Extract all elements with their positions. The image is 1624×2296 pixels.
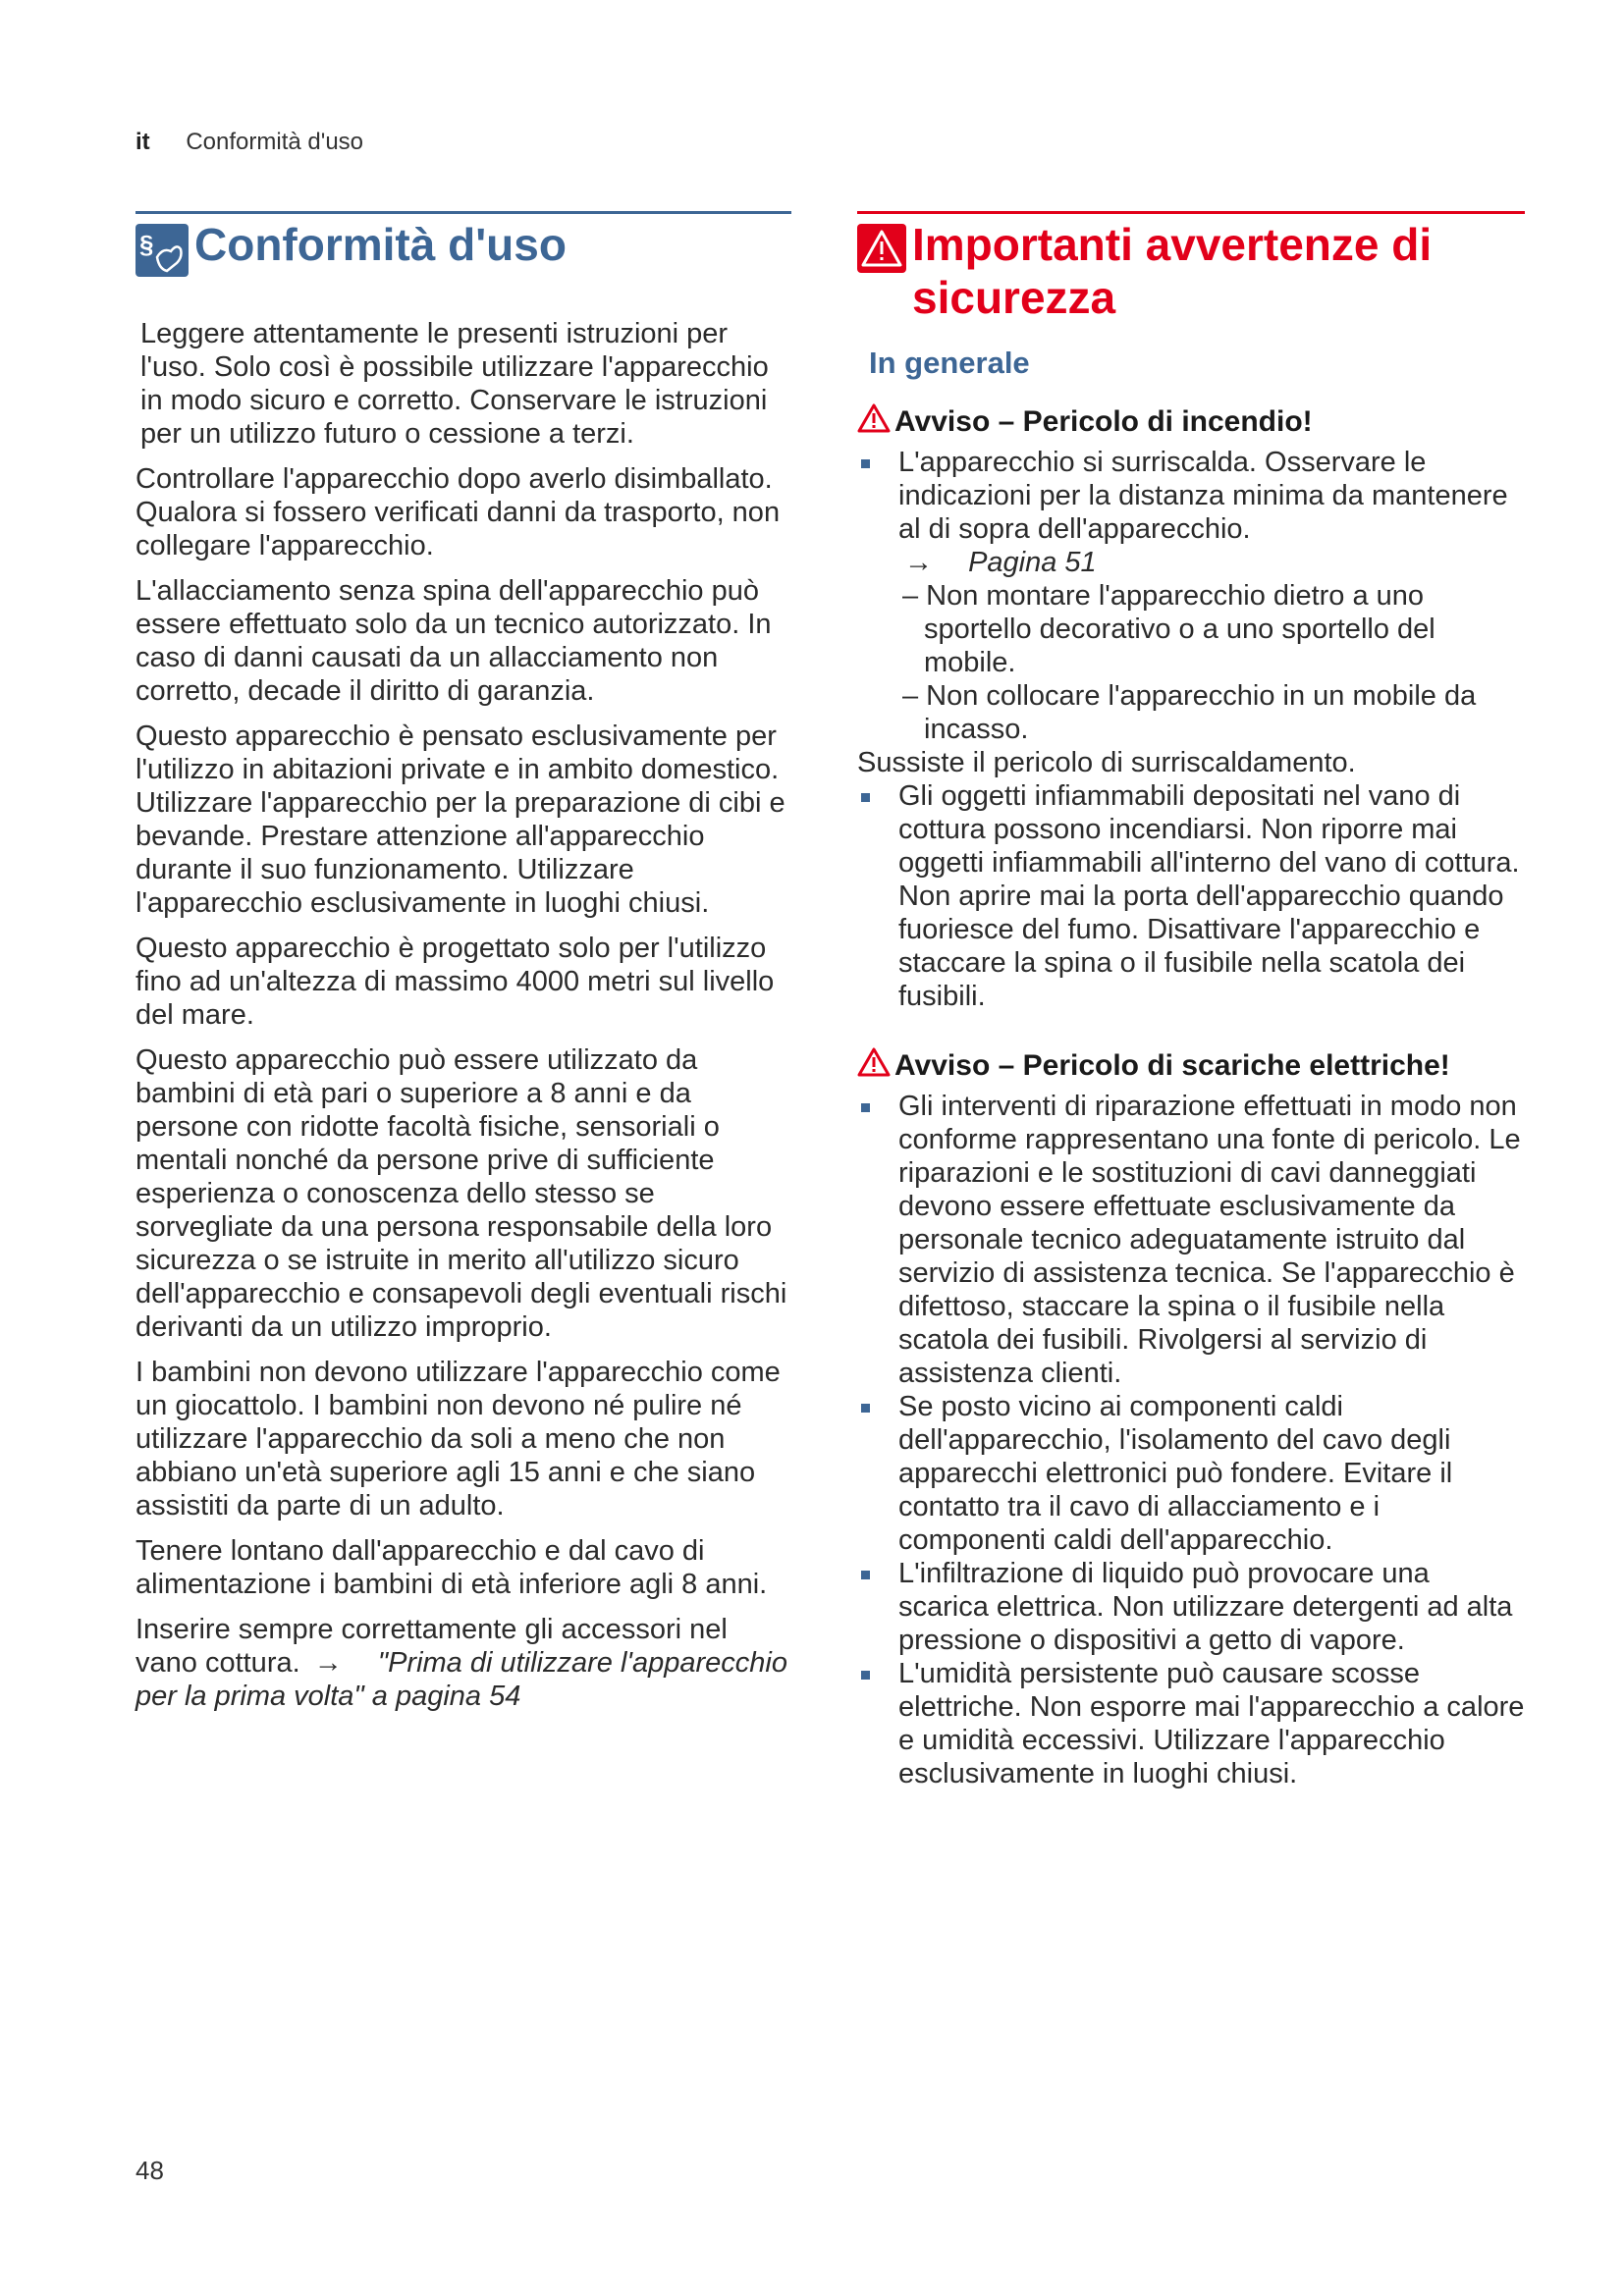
list-item <box>857 1557 1525 1657</box>
list-item-text: Gli interventi di riparazione effettuati in modo non conforme rappresentano una fonte di pericolo. Le riparazioni e le sostituzioni di cavi danneggiati devono essere effettuate esclusivamente da personale tecnico adeguatamente istruito dal servizio di assistenza tecnica. Se l'apparecchio è difettoso, staccare la spina o il fusibile nella scatola dei fusibili. Rivolgersi al servizio di assistenza clienti. <box>898 1091 1521 1389</box>
bullet-icon <box>861 1671 870 1680</box>
bullet-icon <box>861 1103 870 1112</box>
paragraph: Questo apparecchio è progettato solo per l'utilizzo fino ad un'altezza di massimo 4000 metri sul livello del mare. <box>135 933 775 1031</box>
svg-text:§: § <box>139 230 154 259</box>
bullet-icon <box>861 793 870 802</box>
section-rule <box>857 211 1525 214</box>
paragraph: L'allacciamento senza spina dell'apparecchio può essere effettuato solo da un tecnico autorizzato. In caso di danni causati da un allacciamento non corretto, decade il diritto di garanzia. <box>135 575 772 707</box>
conformity-icon <box>135 224 189 282</box>
warning-heading <box>857 1046 1525 1086</box>
paragraph: Questo apparecchio può essere utilizzato da bambini di età pari o superiore a 8 anni e da persone con ridotte facoltà fisiche, sensoriali o mentali nonché da persone prive di sufficiente esperienza o conoscenza dello stesso se sorvegliate da una persona responsabile della loro sicurezza o se istruite in merito all'utilizzo sicuro dell'apparecchio e consapevoli degli eventuali rischi derivanti da un utilizzo improprio. <box>135 1044 787 1343</box>
paragraph: I bambini non devono utilizzare l'apparecchio come un giocattolo. I bambini non devono né pulire né utilizzare l'apparecchio da soli a meno che non abbiano un'età superiore agli 15 anni e che siano assistiti da parte di un adulto. <box>135 1357 781 1522</box>
warning-list <box>857 779 1525 1013</box>
list-item-text: Se posto vicino ai componenti caldi dell'apparecchio, l'isolamento del cavo degli apparecchi elettronici può fondere. Evitare il contatto tra il cavo di allacciamento e i componenti caldi dell'apparecchio. <box>898 1391 1453 1556</box>
subheading: In generale <box>869 346 1030 380</box>
warning-heading <box>857 402 1525 442</box>
reference-line <box>857 546 1525 579</box>
dash-item: – Non collocare l'apparecchio in un mobile da incasso. <box>902 680 1477 745</box>
note-text: Sussiste il pericolo di surriscaldamento. <box>857 747 1356 778</box>
paragraph-with-reference <box>135 1613 791 1713</box>
paragraph: Controllare l'apparecchio dopo averlo disimballato. Qualora si fossero verificati danni da trasporto, non collegare l'apparecchio. <box>135 463 781 561</box>
list-item <box>857 1390 1525 1557</box>
warning-triangle-icon <box>857 402 891 442</box>
section-heading <box>135 218 791 282</box>
arrow-icon: → <box>904 547 933 578</box>
dash-item-text: Non collocare l'apparecchio in un mobile da incasso. <box>924 680 1477 745</box>
section-rule <box>135 211 791 214</box>
list-item-text: L'infiltrazione di liquido può provocare una scarica elettrica. Non utilizzare detergenti ad alta pressione o dispositivi a getto di vapore. <box>898 1558 1513 1656</box>
warning-list <box>857 446 1525 546</box>
list-item-text: L'apparecchio si surriscalda. Osservare le indicazioni per la distanza minima da mantenere al di sopra dell'apparecchio. <box>898 447 1508 545</box>
dash-item-text: Non montare l'apparecchio dietro a uno sportello decorativo o a uno sportello del mobile. <box>924 580 1435 678</box>
section-title: Conformità d'uso <box>194 219 567 270</box>
language-code: it <box>135 129 150 155</box>
list-item-text: Gli oggetti infiammabili depositati nel vano di cottura possono incendiarsi. Non riporre mai oggetti infiammabili all'interno del vano di cottura. Non aprire mai la porta dell'apparecchio quando fuoriesce del fumo. Disattivare l'apparecchio e staccare la spina o il fusibile nella scatola dei fusibili. <box>898 780 1520 1012</box>
arrow-icon: → <box>313 1647 343 1679</box>
warning-triangle-icon <box>857 224 906 278</box>
section-heading <box>857 218 1525 324</box>
right-column <box>857 211 1525 1790</box>
warning-list <box>857 1090 1525 1790</box>
page-header <box>135 129 363 156</box>
left-column <box>135 211 791 1725</box>
dash-item: – Non montare l'apparecchio dietro a uno sportello decorativo o a uno sportello del mobile. <box>902 580 1435 678</box>
warning-title: Avviso – Pericolo di scariche elettriche! <box>894 1049 1450 1082</box>
list-item-text: L'umidità persistente può causare scosse elettriche. Non esporre mai l'apparecchio a calore e umidità eccessivi. Utilizzare l'apparecchio esclusivamente in luoghi chiusi. <box>898 1658 1525 1789</box>
warning-triangle-icon <box>857 1046 891 1086</box>
bullet-icon <box>861 1571 870 1579</box>
page-reference-link[interactable]: Pagina 51 <box>968 547 1097 578</box>
list-item <box>857 779 1525 1013</box>
bullet-icon <box>861 459 870 468</box>
paragraph: Tenere lontano dall'apparecchio e dal cavo di alimentazione i bambini di età inferiore agli 8 anni. <box>135 1535 768 1600</box>
warning-title: Avviso – Pericolo di incendio! <box>894 405 1313 438</box>
paragraph: Leggere attentamente le presenti istruzioni per l'uso. Solo così è possibile utilizzare l'apparecchio in modo sicuro e corretto. Conservare le istruzioni per un utilizzo futuro o cessione a terzi. <box>140 318 769 450</box>
header-title: Conformità d'uso <box>186 129 364 155</box>
list-item <box>857 1090 1525 1390</box>
list-item <box>857 446 1525 546</box>
paragraph-text: Inserire sempre correttamente gli accessori nel vano cottura. <box>135 1614 728 1679</box>
paragraph: Questo apparecchio è pensato esclusivamente per l'utilizzo in abitazioni private e in ambito domestico. Utilizzare l'apparecchio per la preparazione di cibi e bevande. Prestare attenzione all'apparecchio durante il suo funzionamento. Utilizzare l'apparecchio esclusivamente in luoghi chiusi. <box>135 721 785 919</box>
page-number: 48 <box>135 2156 164 2185</box>
list-item <box>857 1657 1525 1790</box>
bullet-icon <box>861 1404 870 1413</box>
section-title: Importanti avvertenze di sicurezza <box>912 219 1433 323</box>
page-reference-link[interactable]: "Prima di utilizzare l'apparecchio per la prima volta" a pagina 54 <box>135 1647 787 1712</box>
